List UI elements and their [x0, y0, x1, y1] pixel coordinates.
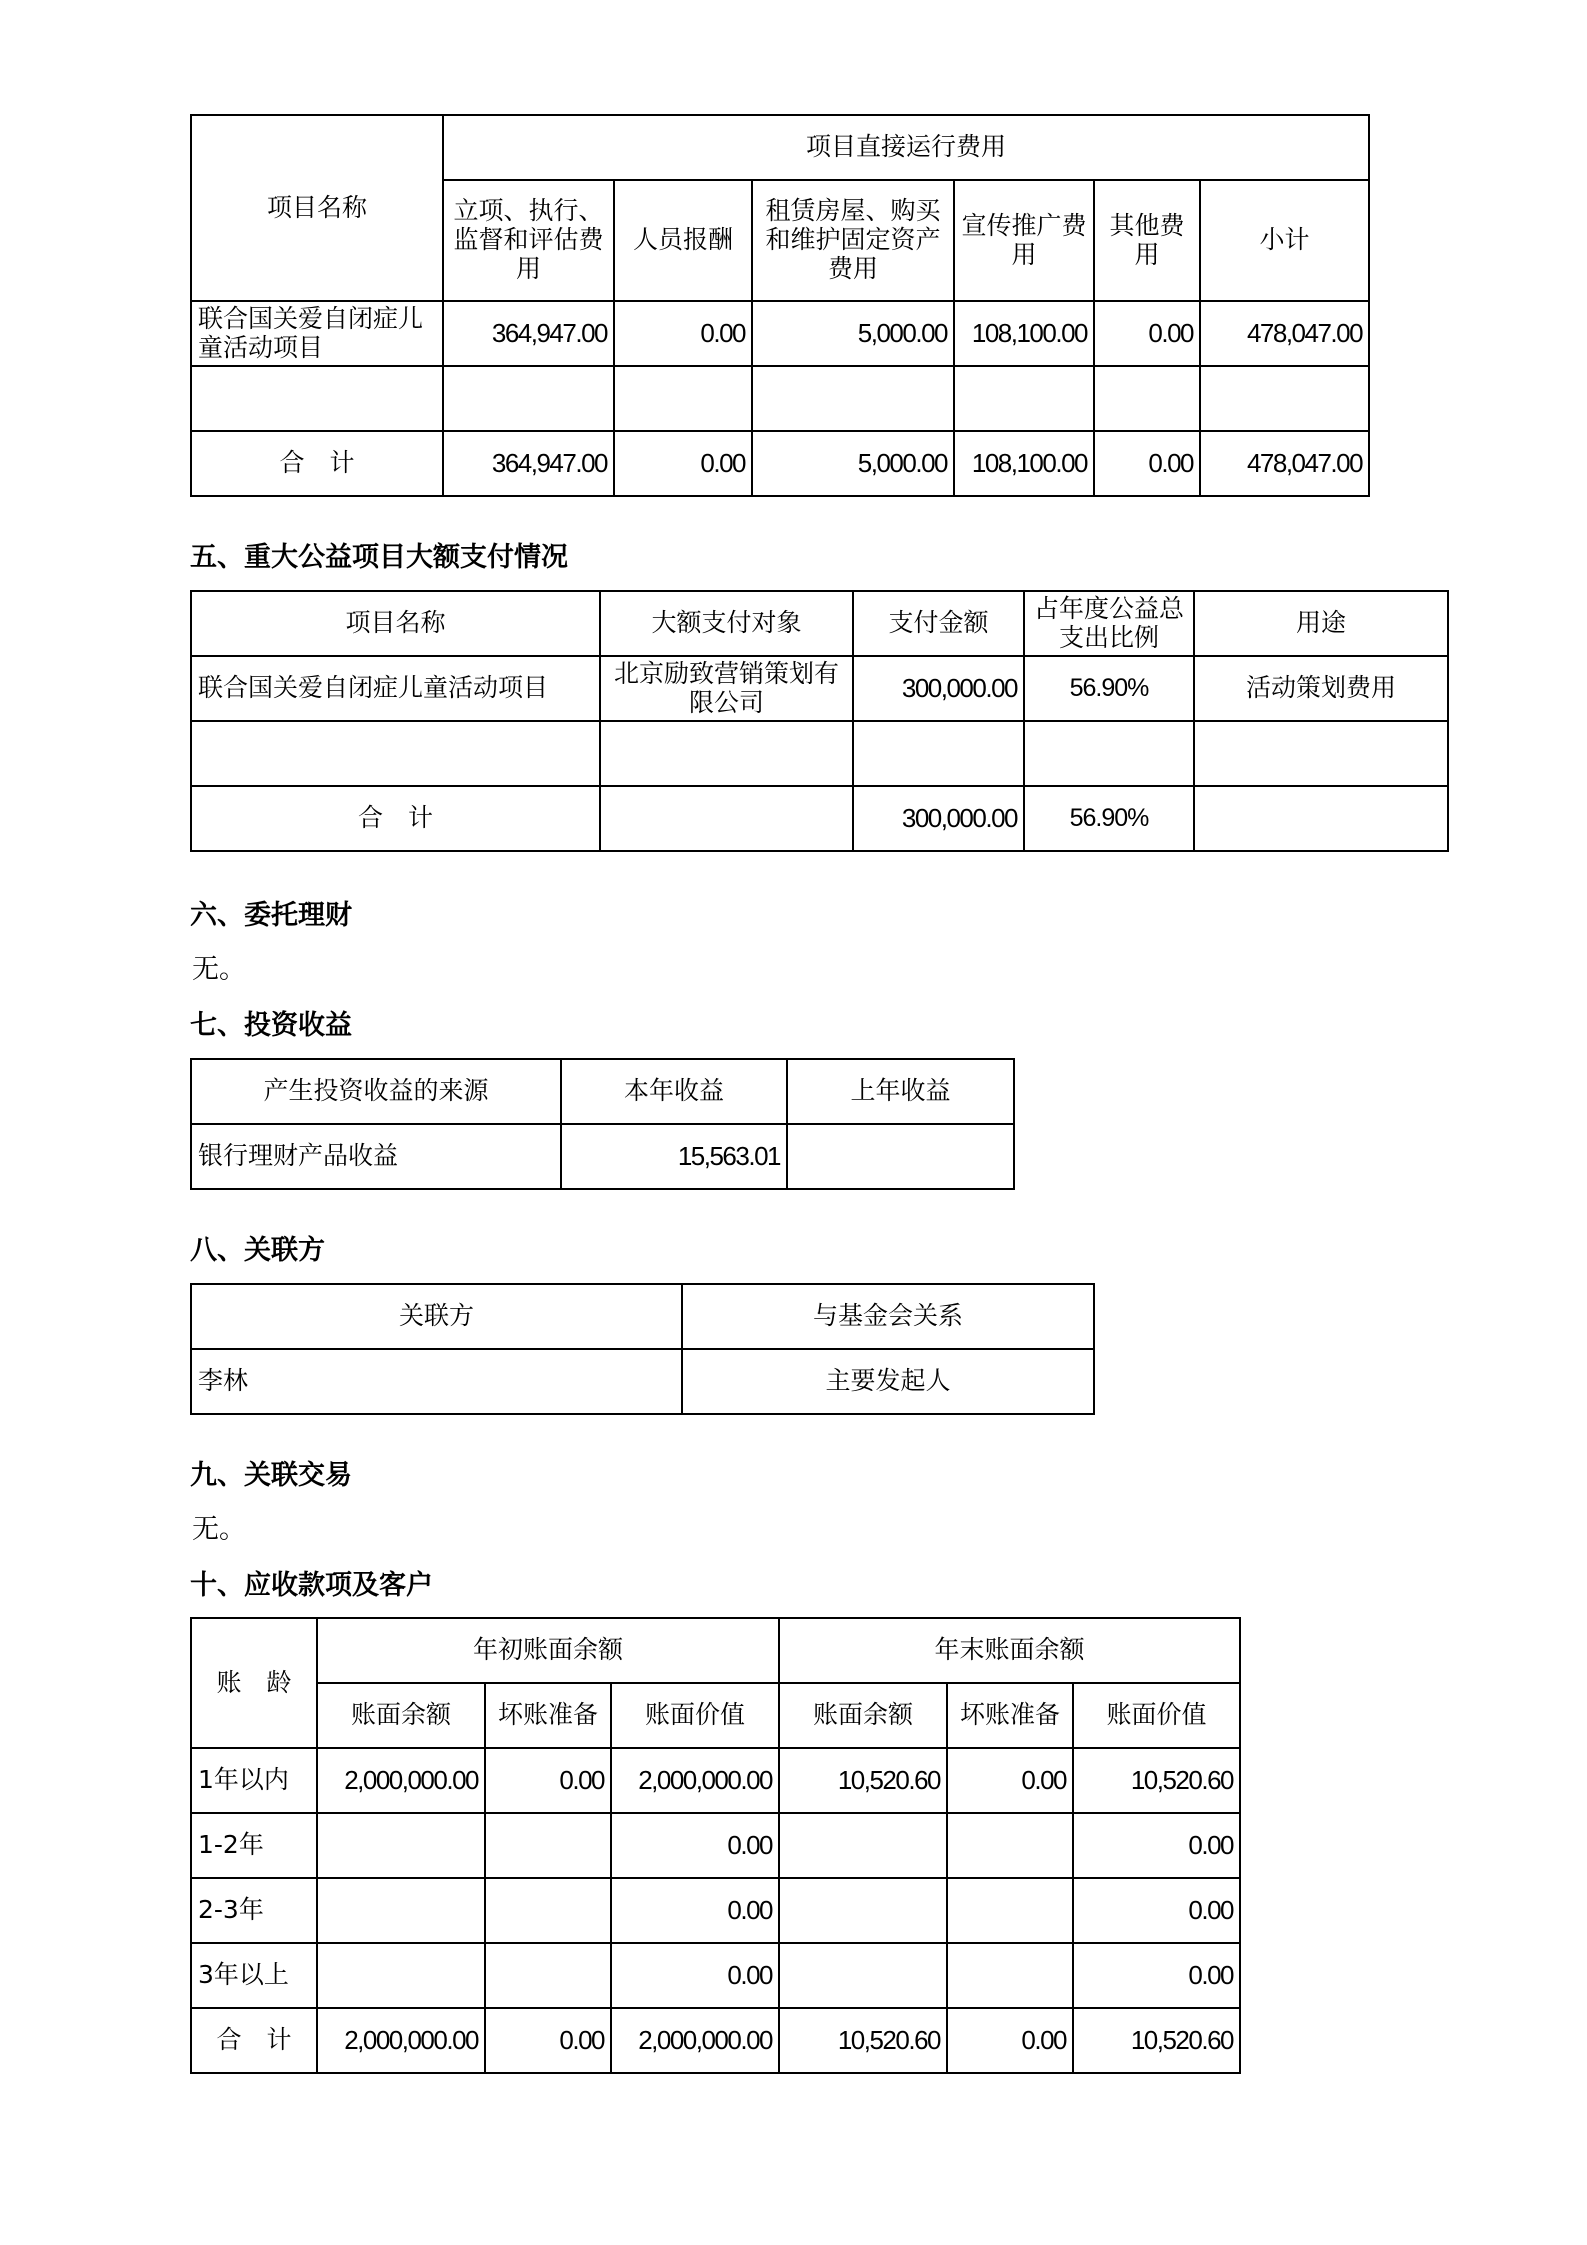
header-begin-balance: 年初账面余额 — [317, 1618, 779, 1683]
cell: 0.00 — [611, 1813, 779, 1878]
cell: 2,000,000.00 — [611, 2008, 779, 2073]
table-row — [191, 1943, 1240, 2008]
cell — [600, 786, 853, 851]
cell: 10,520.60 — [1073, 1748, 1240, 1813]
cell: 10,520.60 — [779, 1748, 947, 1813]
header-col: 坏账准备 — [947, 1683, 1073, 1748]
header-col: 租赁房屋、购买和维护固定资产费用 — [752, 180, 954, 301]
section-10-heading: 十、应收款项及客户 — [190, 1570, 433, 1601]
header-col: 占年度公益总支出比例 — [1024, 591, 1194, 656]
cell — [1024, 721, 1194, 786]
header-col: 其他费用 — [1094, 180, 1200, 301]
cell: 银行理财产品收益 — [191, 1124, 561, 1189]
cell: 108,100.00 — [954, 431, 1094, 496]
cell: 364,947.00 — [443, 301, 614, 366]
cell — [317, 1878, 485, 1943]
cell — [485, 1878, 611, 1943]
header-col: 与基金会关系 — [682, 1284, 1094, 1349]
header-col: 人员报酬 — [614, 180, 752, 301]
header-col: 小计 — [1200, 180, 1369, 301]
cell: 0.00 — [614, 301, 752, 366]
cell: 0.00 — [611, 1943, 779, 2008]
project-cost-table — [190, 114, 1370, 497]
cell — [1200, 366, 1369, 431]
cell: 478,047.00 — [1200, 431, 1369, 496]
total-label: 合 计 — [191, 2008, 317, 2073]
table-row — [191, 1748, 1240, 1813]
header-direct-costs: 项目直接运行费用 — [443, 115, 1369, 180]
header-col: 宣传推广费用 — [954, 180, 1094, 301]
header-col: 用途 — [1194, 591, 1448, 656]
total-label: 合 计 — [191, 431, 443, 496]
table-row — [191, 656, 1448, 721]
cell: 0.00 — [1073, 1943, 1240, 2008]
header-col: 本年收益 — [561, 1059, 787, 1124]
section-7-heading: 七、投资收益 — [190, 1010, 352, 1041]
cell — [317, 1813, 485, 1878]
cell: 0.00 — [485, 2008, 611, 2073]
cell: 5,000.00 — [752, 301, 954, 366]
cell: 2,000,000.00 — [611, 1748, 779, 1813]
section-6-text: 无。 — [192, 954, 246, 985]
cell — [317, 1943, 485, 2008]
cell: 10,520.60 — [779, 2008, 947, 2073]
header-col: 项目名称 — [191, 591, 600, 656]
cell — [600, 721, 853, 786]
header-col: 关联方 — [191, 1284, 682, 1349]
cell: 10,520.60 — [1073, 2008, 1240, 2073]
cell — [191, 721, 600, 786]
cell: 364,947.00 — [443, 431, 614, 496]
cell: 北京励致营销策划有限公司 — [600, 656, 853, 721]
total-row — [191, 2008, 1240, 2073]
cell — [1094, 366, 1200, 431]
table-row — [191, 721, 1448, 786]
header-project-name: 项目名称 — [191, 115, 443, 301]
section-9-text: 无。 — [192, 1514, 246, 1545]
cell — [752, 366, 954, 431]
section-8-heading: 八、关联方 — [190, 1235, 325, 1266]
cell: 0.00 — [947, 2008, 1073, 2073]
cell: 主要发起人 — [682, 1349, 1094, 1414]
cell — [485, 1943, 611, 2008]
table-row — [191, 1124, 1014, 1189]
cell: 联合国关爱自闭症儿童活动项目 — [191, 656, 600, 721]
header-col: 账面价值 — [611, 1683, 779, 1748]
table-row — [191, 366, 1369, 431]
cell: 300,000.00 — [853, 656, 1024, 721]
header-age: 账 龄 — [191, 1618, 317, 1748]
cell: 0.00 — [614, 431, 752, 496]
cell: 56.90% — [1024, 786, 1194, 851]
section-5-heading: 五、重大公益项目大额支付情况 — [190, 542, 568, 573]
cell: 108,100.00 — [954, 301, 1094, 366]
cell: 0.00 — [1073, 1813, 1240, 1878]
header-col: 产生投资收益的来源 — [191, 1059, 561, 1124]
cell: 5,000.00 — [752, 431, 954, 496]
cell: 活动策划费用 — [1194, 656, 1448, 721]
cell — [853, 721, 1024, 786]
section-9-heading: 九、关联交易 — [190, 1460, 352, 1491]
cell — [443, 366, 614, 431]
cell: 3年以上 — [191, 1943, 317, 2008]
cell: 478,047.00 — [1200, 301, 1369, 366]
investment-income-table — [190, 1058, 1015, 1190]
header-col: 坏账准备 — [485, 1683, 611, 1748]
total-row — [191, 786, 1448, 851]
cell: 0.00 — [1094, 301, 1200, 366]
table-row — [191, 1813, 1240, 1878]
header-end-balance: 年末账面余额 — [779, 1618, 1240, 1683]
cell: 0.00 — [1073, 1878, 1240, 1943]
cell — [779, 1813, 947, 1878]
related-party-table — [190, 1283, 1095, 1415]
cell — [1194, 721, 1448, 786]
header-col: 支付金额 — [853, 591, 1024, 656]
table-row — [191, 1349, 1094, 1414]
cell: 联合国关爱自闭症儿童活动项目 — [191, 301, 443, 366]
cell: 0.00 — [1094, 431, 1200, 496]
cell: 300,000.00 — [853, 786, 1024, 851]
cell — [954, 366, 1094, 431]
cell — [947, 1813, 1073, 1878]
cell: 56.90% — [1024, 656, 1194, 721]
section-6-heading: 六、委托理财 — [190, 900, 352, 931]
cell: 0.00 — [611, 1878, 779, 1943]
cell: 李林 — [191, 1349, 682, 1414]
cell: 2,000,000.00 — [317, 1748, 485, 1813]
cell: 2-3年 — [191, 1878, 317, 1943]
cell: 0.00 — [947, 1748, 1073, 1813]
cell: 2,000,000.00 — [317, 2008, 485, 2073]
cell: 1年以内 — [191, 1748, 317, 1813]
header-col: 大额支付对象 — [600, 591, 853, 656]
table-row — [191, 301, 1369, 366]
cell — [787, 1124, 1014, 1189]
cell — [947, 1878, 1073, 1943]
table-row — [191, 1878, 1240, 1943]
header-col: 账面余额 — [317, 1683, 485, 1748]
cell — [1194, 786, 1448, 851]
cell: 1-2年 — [191, 1813, 317, 1878]
receivables-table — [190, 1617, 1241, 2074]
cell — [779, 1943, 947, 2008]
header-col: 立项、执行、监督和评估费用 — [443, 180, 614, 301]
header-col: 账面价值 — [1073, 1683, 1240, 1748]
cell: 0.00 — [485, 1748, 611, 1813]
cell — [485, 1813, 611, 1878]
cell — [191, 366, 443, 431]
cell — [947, 1943, 1073, 2008]
cell — [779, 1878, 947, 1943]
cell — [614, 366, 752, 431]
large-payment-table — [190, 590, 1449, 852]
total-row — [191, 431, 1369, 496]
cell: 15,563.01 — [561, 1124, 787, 1189]
total-label: 合 计 — [191, 786, 600, 851]
header-col: 账面余额 — [779, 1683, 947, 1748]
header-col: 上年收益 — [787, 1059, 1014, 1124]
